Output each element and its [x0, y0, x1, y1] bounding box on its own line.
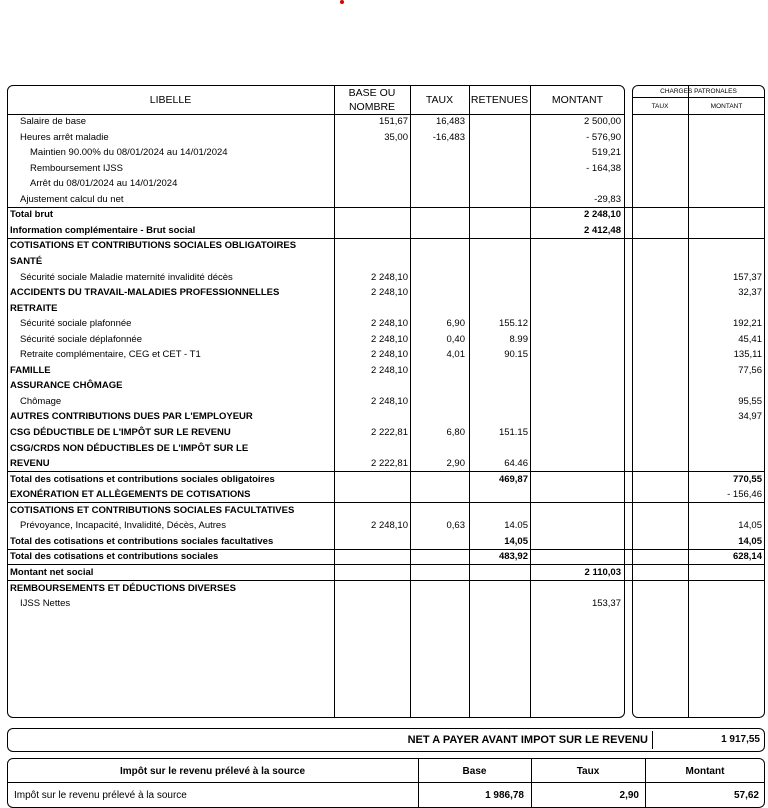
row-charges-montant	[691, 566, 762, 579]
header-base-line2: NOMBRE	[348, 101, 396, 113]
row-taux: 16,483	[435, 116, 465, 127]
header-charges-patronales: CHARGES PATRONALES	[660, 88, 737, 95]
row-retenues: 483,92	[498, 551, 528, 563]
row-montant	[533, 519, 621, 532]
row-taux	[412, 177, 465, 190]
row-base: 35,00	[384, 131, 408, 143]
row-base	[336, 488, 408, 501]
row-montant: 2 412,48	[584, 224, 621, 236]
table-row	[0, 162, 768, 175]
row-charges-montant	[691, 131, 762, 144]
row-base	[336, 473, 408, 486]
row-taux	[412, 504, 465, 517]
table-row	[0, 550, 768, 563]
row-montant	[533, 177, 621, 190]
row-montant	[533, 348, 621, 361]
row-retenues	[471, 193, 528, 206]
table-row	[0, 426, 768, 439]
net-a-payer-separator	[652, 731, 653, 749]
row-charges-montant	[691, 597, 762, 610]
row-montant	[533, 442, 621, 455]
row-retenues	[471, 364, 528, 377]
row-base: 2 248,10	[371, 520, 408, 532]
table-row	[0, 317, 768, 330]
row-charges-montant	[691, 224, 762, 237]
row-base	[336, 597, 408, 610]
row-charges-montant	[691, 426, 762, 439]
row-libelle: Prévoyance, Incapacité, Invalidité, Décès, Autres	[20, 520, 226, 532]
table-row	[0, 271, 768, 284]
row-retenues	[471, 504, 528, 517]
impot-row-montant: 57,62	[733, 790, 759, 801]
row-base	[336, 566, 408, 579]
table-row	[0, 597, 768, 610]
row-retenues: 155.12	[498, 318, 528, 330]
table-row	[0, 473, 768, 486]
row-charges-montant: 77,56	[738, 364, 762, 376]
impot-header-label: Impôt sur le revenu prélevé à la source	[119, 766, 306, 777]
row-libelle: Total des cotisations et contributions sociales facultatives	[10, 535, 274, 547]
row-base	[336, 146, 408, 159]
net-a-payer-label: NET A PAYER AVANT IMPOT SUR LE REVENU	[407, 734, 648, 746]
row-montant	[533, 535, 621, 548]
row-charges-montant: 95,55	[738, 395, 762, 407]
row-taux	[412, 146, 465, 159]
row-base	[336, 302, 408, 315]
row-retenues	[471, 131, 528, 144]
row-libelle: Total des cotisations et contributions sociales obligatoires	[10, 473, 275, 485]
row-libelle: Arrêt du 08/01/2024 au 14/01/2024	[30, 178, 178, 190]
row-montant: 2 110,03	[584, 566, 621, 578]
row-taux	[412, 597, 465, 610]
row-montant	[533, 395, 621, 408]
row-taux	[412, 239, 465, 252]
row-libelle: ASSURANCE CHÔMAGE	[10, 380, 123, 392]
row-charges-montant	[691, 442, 762, 455]
impot-row-taux: 2,90	[619, 790, 639, 801]
row-montant: - 164,38	[586, 162, 621, 174]
row-charges-montant	[691, 115, 762, 128]
impot-header-separator	[7, 782, 765, 783]
row-retenues	[471, 597, 528, 610]
row-libelle: COTISATIONS ET CONTRIBUTIONS SOCIALES OBLIGATOIRES	[10, 240, 297, 252]
row-libelle: Retraite complémentaire, CEG et CET - T1	[20, 349, 201, 361]
row-charges-montant: 14,05	[738, 520, 762, 532]
row-taux: 2,90	[446, 458, 465, 470]
row-charges-montant	[691, 379, 762, 392]
row-taux	[412, 364, 465, 377]
row-libelle: REVENU	[10, 458, 50, 470]
row-taux	[412, 271, 465, 284]
row-base	[336, 379, 408, 392]
row-retenues	[471, 410, 528, 423]
row-montant	[533, 410, 621, 423]
row-charges-montant	[691, 208, 762, 221]
header-taux: TAUX	[425, 94, 454, 106]
table-row	[0, 239, 768, 252]
row-taux: 0,63	[446, 520, 465, 532]
header-base-line1: BASE OU	[348, 87, 396, 99]
row-base	[336, 582, 408, 595]
table-row	[0, 504, 768, 517]
row-retenues	[471, 379, 528, 392]
row-charges-montant	[691, 146, 762, 159]
row-taux	[412, 473, 465, 486]
row-libelle: Salaire de base	[20, 116, 87, 127]
row-base	[336, 442, 408, 455]
row-retenues: 151.15	[498, 427, 528, 438]
row-charges-montant	[691, 504, 762, 517]
row-retenues	[471, 302, 528, 315]
row-charges-montant	[691, 239, 762, 252]
row-charges-montant	[691, 255, 762, 268]
table-row	[0, 519, 768, 532]
row-montant	[533, 550, 621, 563]
table-row	[0, 442, 768, 455]
row-charges-montant: 14,05	[738, 535, 762, 547]
row-montant	[533, 379, 621, 392]
row-base	[336, 224, 408, 237]
table-row	[0, 410, 768, 423]
row-libelle: CSG/CRDS NON DÉDUCTIBLES DE L'IMPÔT SUR LE	[10, 442, 249, 454]
table-row	[0, 348, 768, 361]
row-charges-montant: 135,11	[733, 349, 762, 361]
row-montant	[533, 317, 621, 330]
row-montant: 2 248,10	[584, 209, 621, 221]
row-libelle: Total des cotisations et contributions sociales	[10, 551, 219, 563]
row-retenues	[471, 442, 528, 455]
row-retenues	[471, 115, 528, 128]
row-taux	[412, 208, 465, 221]
net-a-payer-value: 1 917,55	[721, 734, 760, 745]
row-montant: 153,37	[591, 598, 621, 610]
row-charges-montant	[691, 302, 762, 315]
header-charges-montant: MONTANT	[710, 103, 743, 110]
table-row	[0, 286, 768, 299]
row-base: 2 248,10	[371, 287, 408, 299]
row-libelle: Ajustement calcul du net	[20, 193, 124, 205]
impot-header-base: Base	[462, 766, 487, 777]
table-row	[0, 457, 768, 470]
row-base: 2 248,10	[371, 395, 408, 407]
row-retenues	[471, 146, 528, 159]
row-libelle: Montant net social	[10, 566, 94, 578]
row-libelle: Sécurité sociale plafonnée	[20, 318, 132, 330]
table-row	[0, 208, 768, 221]
row-taux	[412, 255, 465, 268]
row-libelle: AUTRES CONTRIBUTIONS DUES PAR L'EMPLOYEUR	[10, 411, 253, 423]
row-taux	[412, 193, 465, 206]
row-libelle: EXONÉRATION ET ALLÈGEMENTS DE COTISATIONS	[10, 489, 251, 501]
impot-row-base: 1 986,78	[485, 790, 524, 801]
table-row	[0, 224, 768, 237]
row-base	[336, 208, 408, 221]
table-row	[0, 566, 768, 579]
row-libelle: Total brut	[10, 209, 54, 221]
row-retenues	[471, 162, 528, 175]
row-retenues	[471, 255, 528, 268]
table-row	[0, 364, 768, 377]
row-base: 2 248,10	[371, 271, 408, 283]
row-montant: 519,21	[591, 147, 621, 159]
table-row	[0, 177, 768, 190]
row-taux: -16,483	[432, 131, 465, 143]
row-montant	[533, 582, 621, 595]
row-retenues	[471, 224, 528, 237]
row-base: 2 248,10	[371, 364, 408, 376]
row-base	[336, 177, 408, 190]
row-taux: 0,40	[446, 333, 465, 345]
row-libelle: Sécurité sociale déplafonnée	[20, 333, 143, 345]
impot-row-label: Impôt sur le revenu prélevé à la source	[14, 790, 187, 801]
red-dot-mark	[340, 0, 344, 4]
row-libelle: IJSS Nettes	[20, 598, 71, 610]
row-libelle: RETRAITE	[10, 302, 58, 314]
row-taux	[412, 395, 465, 408]
table-row	[0, 488, 768, 501]
row-libelle: ACCIDENTS DU TRAVAIL-MALADIES PROFESSIONNELLES	[10, 287, 280, 299]
row-base	[336, 535, 408, 548]
row-libelle: Chômage	[20, 395, 62, 407]
row-base	[336, 550, 408, 563]
table-row	[0, 395, 768, 408]
row-montant	[533, 239, 621, 252]
row-taux	[412, 488, 465, 501]
row-libelle: FAMILLE	[10, 364, 51, 376]
row-montant	[533, 488, 621, 501]
row-taux	[412, 410, 465, 423]
row-montant	[533, 364, 621, 377]
row-base	[336, 255, 408, 268]
row-montant: - 576,90	[586, 131, 621, 143]
row-retenues: 64.46	[504, 458, 528, 470]
row-charges-montant: 157,37	[732, 271, 762, 283]
row-montant	[533, 426, 621, 439]
row-taux	[412, 535, 465, 548]
row-charges-montant: 32,37	[738, 287, 762, 299]
charges-title-separator	[632, 97, 765, 98]
header-montant: MONTANT	[551, 94, 604, 106]
row-charges-montant	[691, 193, 762, 206]
row-charges-montant	[691, 177, 762, 190]
row-libelle: CSG DÉDUCTIBLE DE L'IMPÔT SUR LE REVENU	[10, 427, 231, 438]
row-libelle: Maintien 90.00% du 08/01/2024 au 14/01/2024	[30, 147, 228, 159]
row-taux	[412, 286, 465, 299]
row-retenues	[471, 239, 528, 252]
row-taux	[412, 162, 465, 175]
row-base	[336, 410, 408, 423]
header-retenues: RETENUES	[470, 94, 529, 106]
row-charges-montant: - 156,46	[727, 489, 762, 501]
table-row	[0, 131, 768, 144]
header-charges-taux: TAUX	[651, 103, 669, 110]
row-taux	[412, 550, 465, 563]
row-montant: -29,83	[594, 193, 621, 205]
row-base: 2 222,81	[371, 427, 408, 438]
row-base	[336, 239, 408, 252]
row-libelle: Information complémentaire - Brut social	[10, 224, 196, 236]
table-row	[0, 255, 768, 268]
row-charges-montant: 628,14	[732, 551, 762, 563]
row-libelle: REMBOURSEMENTS ET DÉDUCTIONS DIVERSES	[10, 582, 236, 594]
impot-header-montant: Montant	[685, 766, 725, 777]
row-montant	[533, 333, 621, 346]
row-retenues: 14,05	[504, 535, 528, 547]
table-row	[0, 582, 768, 595]
row-libelle: Remboursement IJSS	[30, 162, 123, 174]
row-montant	[533, 286, 621, 299]
row-retenues: 90.15	[504, 349, 528, 361]
row-charges-montant: 45,41	[738, 333, 762, 345]
row-taux	[412, 566, 465, 579]
row-charges-montant: 770,55	[732, 473, 762, 485]
row-taux	[412, 379, 465, 392]
row-retenues	[471, 271, 528, 284]
row-taux: 6,90	[446, 318, 465, 330]
row-taux: 4,01	[446, 349, 465, 361]
row-montant	[533, 271, 621, 284]
table-row	[0, 115, 768, 128]
row-montant	[533, 255, 621, 268]
row-retenues	[471, 286, 528, 299]
row-taux	[412, 302, 465, 315]
row-taux	[412, 224, 465, 237]
row-libelle: Sécurité sociale Maladie maternité invalidité décès	[20, 271, 233, 283]
table-row	[0, 379, 768, 392]
row-charges-montant	[691, 457, 762, 470]
row-base	[336, 193, 408, 206]
row-montant	[533, 473, 621, 486]
row-base: 2 222,81	[371, 458, 408, 470]
row-montant	[533, 457, 621, 470]
row-retenues: 14.05	[504, 520, 528, 532]
row-charges-montant	[691, 582, 762, 595]
row-base	[336, 162, 408, 175]
row-taux: 6,80	[446, 427, 465, 438]
row-retenues: 8.99	[509, 333, 528, 345]
row-retenues	[471, 582, 528, 595]
row-retenues	[471, 566, 528, 579]
row-retenues: 469,87	[498, 473, 528, 485]
row-charges-montant: 192,21	[732, 318, 762, 330]
row-montant	[533, 302, 621, 315]
row-retenues	[471, 177, 528, 190]
row-retenues	[471, 395, 528, 408]
row-base	[336, 504, 408, 517]
row-libelle: Heures arrêt maladie	[20, 131, 109, 143]
table-row	[0, 535, 768, 548]
row-charges-montant: 34,97	[738, 411, 762, 423]
row-base: 2 248,10	[371, 333, 408, 345]
row-taux	[412, 442, 465, 455]
row-base: 151,67	[378, 116, 408, 127]
impot-header-taux: Taux	[576, 766, 600, 777]
header-libelle: LIBELLE	[149, 94, 192, 106]
row-taux	[412, 582, 465, 595]
row-base: 2 248,10	[371, 318, 408, 330]
row-libelle: COTISATIONS ET CONTRIBUTIONS SOCIALES FACULTATIVES	[10, 504, 295, 516]
table-row	[0, 193, 768, 206]
table-row	[0, 333, 768, 346]
table-row	[0, 146, 768, 159]
row-charges-montant	[691, 162, 762, 175]
table-row	[0, 302, 768, 315]
row-libelle: SANTÉ	[10, 255, 43, 267]
row-montant: 2 500,00	[584, 116, 621, 127]
row-montant	[533, 504, 621, 517]
row-base: 2 248,10	[371, 349, 408, 361]
row-retenues	[471, 488, 528, 501]
row-retenues	[471, 208, 528, 221]
